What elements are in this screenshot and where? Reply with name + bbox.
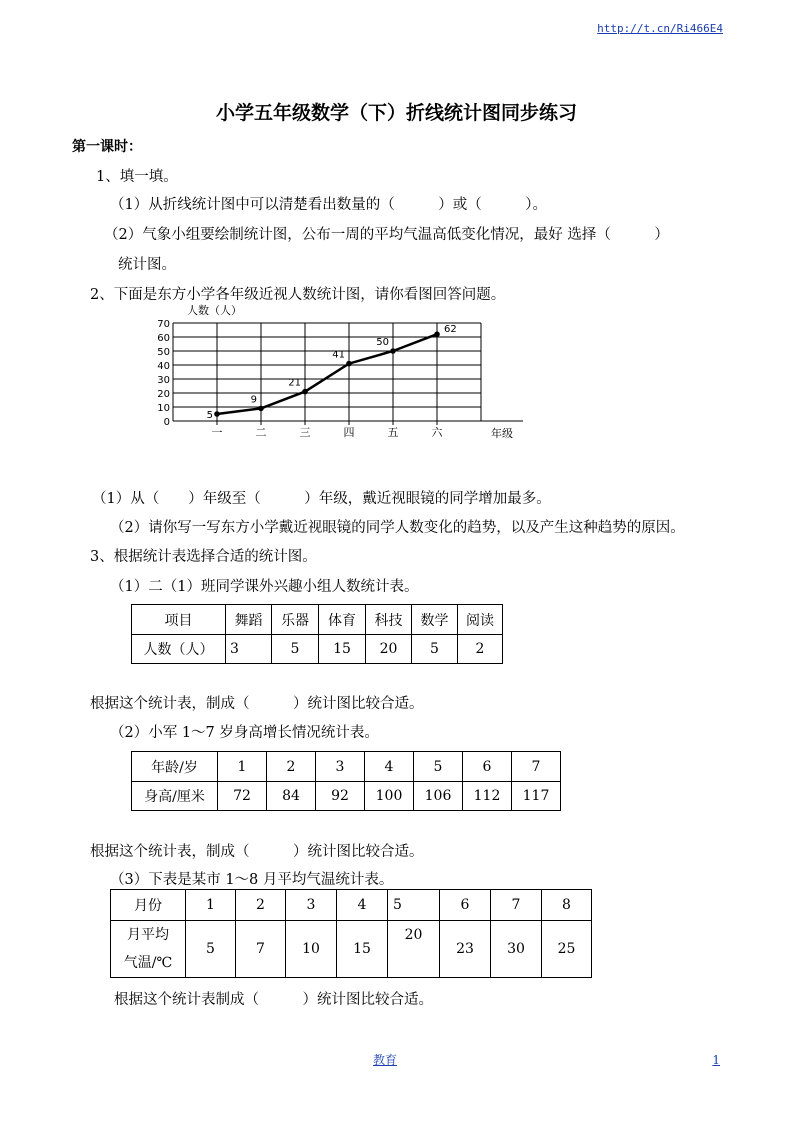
- page-title: 小学五年级数学（下）折线统计图同步练习: [215, 102, 577, 124]
- table-row-label: [111, 921, 186, 978]
- chart-axes: [173, 323, 523, 425]
- table-cell: 3: [226, 635, 272, 664]
- table-row: [132, 635, 503, 664]
- q3-answer2: 根据这个统计表，制成（ ）统计图比较合适。: [90, 844, 424, 860]
- q1-heading: 1、填一填。: [96, 169, 178, 185]
- table-cell: 身高/厘米: [132, 782, 218, 811]
- table-height-growth: [131, 751, 561, 811]
- data-point: [258, 406, 264, 412]
- table-cell: 年龄/岁: [132, 752, 218, 782]
- table-cell: 人数（人）: [132, 635, 226, 664]
- table-cell: 112: [463, 782, 512, 811]
- y-tick-label: 40: [157, 361, 170, 372]
- chart-y-tick-labels: [157, 319, 170, 428]
- table-cell: 2: [458, 635, 503, 664]
- x-tick-label: 三: [299, 426, 311, 439]
- table-row: [132, 782, 561, 811]
- table-interest-groups: [131, 604, 503, 664]
- data-label: 62: [444, 324, 457, 336]
- x-tick-label: 六: [431, 426, 443, 439]
- y-tick-label: 50: [157, 347, 170, 358]
- data-point: [302, 389, 308, 395]
- q2-part2: （2）请你写一写东方小学戴近视眼镜的同学人数变化的趋势，以及产生这种趋势的原因。: [110, 520, 685, 536]
- y-tick-label: 10: [157, 403, 170, 414]
- table-cell: 5: [186, 921, 236, 978]
- table-cell: 阅读: [458, 605, 503, 635]
- chart-grid: [173, 323, 481, 421]
- chart-points: [214, 331, 440, 416]
- row-label-line1: 月平均: [127, 927, 169, 943]
- table-cell: 92: [316, 782, 365, 811]
- data-label: 21: [288, 377, 301, 389]
- y-tick-label: 0: [163, 417, 170, 428]
- x-tick-label: 四: [343, 426, 355, 439]
- data-point: [346, 361, 352, 367]
- table-cell: 20: [388, 921, 440, 978]
- x-tick-label: 一: [211, 426, 223, 439]
- q3-answer3: 根据这个统计表制成（ ）统计图比较合适。: [114, 992, 433, 1008]
- table-cell: 15: [319, 635, 366, 664]
- q1-part2-cont: 统计图。: [118, 257, 176, 273]
- table-cell: 1: [186, 890, 236, 921]
- table-cell: 乐器: [272, 605, 319, 635]
- table-cell: 20: [366, 635, 412, 664]
- q2-part1: （1）从（ ）年级至（ ）年级，戴近视眼镜的同学增加最多。: [92, 491, 551, 507]
- table-cell: 7: [236, 921, 286, 978]
- header-url[interactable]: http://t.cn/Ri466E4: [597, 22, 723, 35]
- table-cell: 10: [286, 921, 337, 978]
- table-cell: 7: [491, 890, 542, 921]
- x-axis-label: 年级: [491, 427, 513, 440]
- table-cell: 舞蹈: [226, 605, 272, 635]
- table-cell: 84: [267, 782, 316, 811]
- table-cell: 100: [365, 782, 414, 811]
- table-cell: 科技: [366, 605, 412, 635]
- table-cell: 5: [414, 752, 463, 782]
- data-point: [390, 348, 396, 354]
- table-row: [111, 921, 592, 978]
- table-cell: 23: [440, 921, 491, 978]
- table-cell: 2: [267, 752, 316, 782]
- y-tick-label: 30: [157, 375, 170, 386]
- data-point: [434, 331, 440, 337]
- q3-part3: （3）下表是某市 1～8 月平均气温统计表。: [110, 872, 394, 888]
- table-row: [132, 605, 503, 635]
- table-cell: 72: [218, 782, 267, 811]
- data-label: 41: [332, 349, 345, 361]
- x-tick-label: 五: [387, 426, 399, 439]
- y-tick-label: 70: [157, 319, 170, 330]
- q1-part1: （1）从折线统计图中可以清楚看出数量的（ ）或（ ）。: [110, 197, 547, 213]
- y-axis-label: 人数（人）: [187, 304, 242, 317]
- data-label: 5: [206, 410, 213, 421]
- table-cell: 7: [512, 752, 561, 782]
- table-cell: 6: [463, 752, 512, 782]
- table-row: [111, 890, 592, 921]
- table-cell: 5: [388, 890, 440, 921]
- table-cell: 6: [440, 890, 491, 921]
- table-row: [132, 752, 561, 782]
- section-heading: 第一课时：: [72, 139, 142, 155]
- table-cell: 体育: [319, 605, 366, 635]
- table-cell: 30: [491, 921, 542, 978]
- table-cell: 8: [542, 890, 592, 921]
- q3-heading: 3、根据统计表选择合适的统计图。: [90, 549, 317, 565]
- table-cell: 106: [414, 782, 463, 811]
- table-cell: 3: [316, 752, 365, 782]
- y-tick-label: 60: [157, 333, 170, 344]
- table-cell: 2: [236, 890, 286, 921]
- data-label: 50: [376, 337, 389, 348]
- table-cell: 4: [337, 890, 388, 921]
- footer-link[interactable]: 教育: [373, 1053, 398, 1067]
- q1-part2: （2）气象小组要绘制统计图，公布一周的平均气温高低变化情况，最好 选择（ ）: [104, 227, 669, 243]
- table-cell: 5: [272, 635, 319, 664]
- y-tick-label: 20: [157, 389, 170, 400]
- table-monthly-temperature: [110, 889, 592, 978]
- table-cell: 4: [365, 752, 414, 782]
- data-label: 9: [250, 394, 257, 406]
- table-cell: 117: [512, 782, 561, 811]
- q3-part1: （1）二（1）班同学课外兴趣小组人数统计表。: [110, 579, 419, 595]
- table-cell: 3: [286, 890, 337, 921]
- line-chart: [140, 300, 540, 445]
- table-cell: 1: [218, 752, 267, 782]
- table-cell: 5: [412, 635, 458, 664]
- table-cell: 数学: [412, 605, 458, 635]
- chart-x-tick-labels: [212, 426, 444, 439]
- table-cell: 25: [542, 921, 592, 978]
- x-tick-label: 二: [255, 426, 267, 439]
- chart-data-labels: [207, 324, 457, 421]
- data-point: [214, 411, 220, 417]
- row-label-line2: 气温/℃: [123, 955, 173, 971]
- q3-part2: （2）小军 1～7 岁身高增长情况统计表。: [110, 725, 379, 741]
- page-number: 1: [712, 1053, 720, 1067]
- q3-answer1: 根据这个统计表，制成（ ）统计图比较合适。: [90, 696, 424, 712]
- table-cell: 月份: [111, 890, 186, 921]
- q2-heading: 2、下面是东方小学各年级近视人数统计图，请你看图回答问题。: [90, 287, 506, 303]
- table-cell: 项目: [132, 605, 226, 635]
- table-cell: 15: [337, 921, 388, 978]
